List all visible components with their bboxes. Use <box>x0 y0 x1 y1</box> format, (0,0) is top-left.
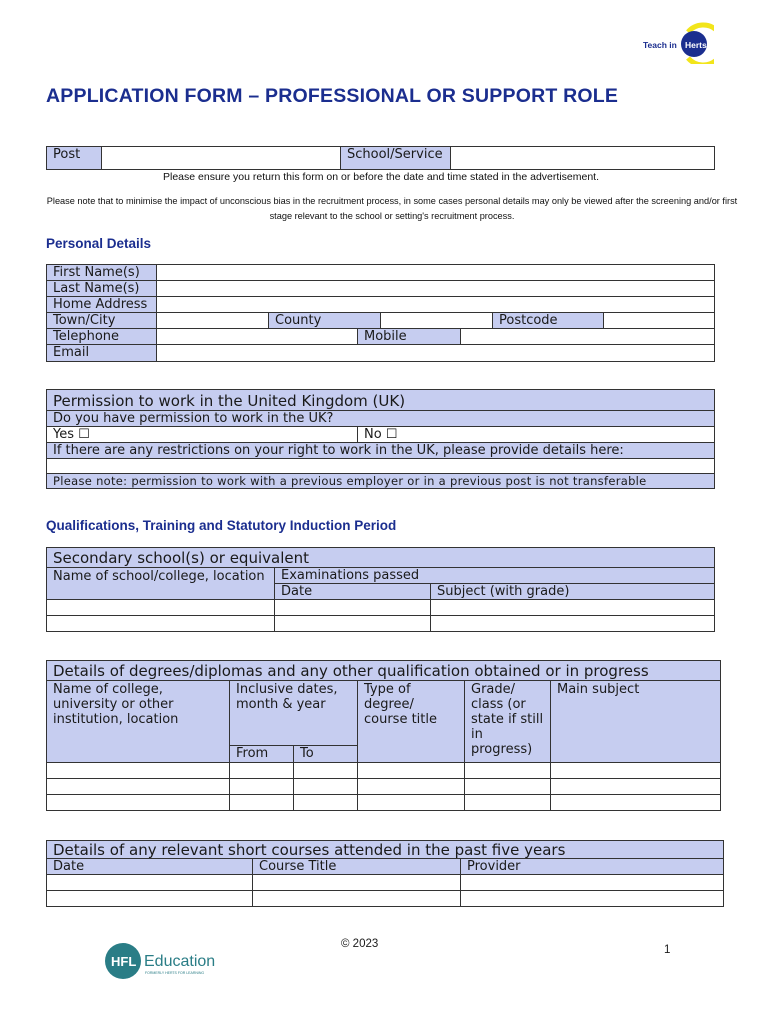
degrees-row-2-to[interactable] <box>293 778 358 795</box>
degrees-grade-col: Grade/ class (or state if still in progress) <box>464 680 551 763</box>
restrictions-input[interactable] <box>46 458 715 474</box>
return-note: Please ensure you return this form on or before the date and time stated in the advertisement. <box>163 171 599 183</box>
degrees-row-3-to[interactable] <box>293 794 358 811</box>
email-label: Email <box>46 344 157 362</box>
degrees-row-2-type[interactable] <box>357 778 465 795</box>
page-title: APPLICATION FORM – PROFESSIONAL OR SUPPORT ROLE <box>46 85 619 107</box>
secondary-name-col: Name of school/college, location <box>46 567 275 600</box>
bias-note: Please note that to minimise the impact of unconscious bias in the recruitment process, in some cases personal details may only be viewed after the screening and/or first stage relevant to the school or setting's recruitment process. <box>46 196 738 221</box>
permission-note: Please note: permission to work with a previous employer or in a previous post is not transferable <box>46 473 715 489</box>
degrees-row-1-name[interactable] <box>46 762 230 779</box>
post-label: Post <box>46 146 102 170</box>
courses-title-header: Course Title <box>252 858 461 875</box>
personal-details-heading: Personal Details <box>46 236 152 251</box>
hfl-education-logo <box>104 942 230 980</box>
degrees-row-3-name[interactable] <box>46 794 230 811</box>
telephone-label: Telephone <box>46 328 157 345</box>
county-label: County <box>268 312 381 329</box>
town-label: Town/City <box>46 312 157 329</box>
telephone-input[interactable] <box>156 328 358 345</box>
courses-row-2-provider[interactable] <box>460 890 724 907</box>
permission-heading: Permission to work in the United Kingdom (UK) <box>46 389 715 411</box>
first-name-label: First Name(s) <box>46 264 157 281</box>
courses-heading: Details of any relevant short courses attended in the past five years <box>46 840 724 859</box>
mobile-label: Mobile <box>357 328 461 345</box>
courses-row-2-date[interactable] <box>46 890 253 907</box>
exams-passed-header: Examinations passed <box>274 567 715 584</box>
logo-word-text: Education <box>144 953 216 970</box>
courses-row-1-title[interactable] <box>252 874 461 891</box>
degrees-row-2-subject[interactable] <box>550 778 721 795</box>
courses-row-1-provider[interactable] <box>460 874 724 891</box>
home-address-label: Home Address <box>46 296 157 313</box>
degrees-dates-col: Inclusive dates, month & year <box>229 680 358 746</box>
degrees-heading: Details of degrees/diplomas and any other qualification obtained or in progress <box>46 660 721 681</box>
secondary-row-1-subject[interactable] <box>430 599 715 616</box>
copyright: © 2023 <box>341 938 379 950</box>
secondary-heading: Secondary school(s) or equivalent <box>46 547 715 568</box>
permission-yes-option[interactable]: Yes ☐ <box>46 426 358 443</box>
secondary-row-2-date[interactable] <box>274 615 431 632</box>
degrees-row-3-subject[interactable] <box>550 794 721 811</box>
svg-text:Teach in: Teach in <box>643 40 677 50</box>
first-name-input[interactable] <box>156 264 715 281</box>
degrees-from-header: From <box>229 745 294 763</box>
restrictions-label: If there are any restrictions on your right to work in the UK, please provide details here: <box>46 442 715 459</box>
degrees-row-2-name[interactable] <box>46 778 230 795</box>
degrees-name-col: Name of college, university or other institution, location <box>46 680 230 763</box>
degrees-row-1-subject[interactable] <box>550 762 721 779</box>
courses-row-1-date[interactable] <box>46 874 253 891</box>
logo-tagline-text: FORMERLY HERTS FOR LEARNING <box>145 971 205 975</box>
secondary-subject-header: Subject (with grade) <box>430 583 715 600</box>
degrees-row-3-grade[interactable] <box>464 794 551 811</box>
permission-question: Do you have permission to work in the UK? <box>46 410 715 427</box>
degrees-to-header: To <box>293 745 358 763</box>
degrees-row-1-to[interactable] <box>293 762 358 779</box>
home-address-input[interactable] <box>156 296 715 313</box>
post-input[interactable] <box>101 146 341 170</box>
postcode-label: Postcode <box>492 312 604 329</box>
degrees-row-3-type[interactable] <box>357 794 465 811</box>
logo-main-text: HFL <box>111 954 137 969</box>
secondary-date-header: Date <box>274 583 431 600</box>
permission-no-option[interactable]: No ☐ <box>357 426 715 443</box>
school-service-label: School/Service <box>340 146 451 170</box>
degrees-row-3-from[interactable] <box>229 794 294 811</box>
qualifications-heading: Qualifications, Training and Statutory Induction Period <box>46 518 397 533</box>
town-input[interactable] <box>156 312 269 329</box>
courses-provider-header: Provider <box>460 858 724 875</box>
last-name-label: Last Name(s) <box>46 280 157 297</box>
degrees-row-1-type[interactable] <box>357 762 465 779</box>
courses-date-header: Date <box>46 858 253 875</box>
secondary-row-1-name[interactable] <box>46 599 275 616</box>
school-service-input[interactable] <box>450 146 715 170</box>
degrees-row-2-grade[interactable] <box>464 778 551 795</box>
teach-in-herts-logo <box>630 22 714 64</box>
degrees-row-2-from[interactable] <box>229 778 294 795</box>
mobile-input[interactable] <box>460 328 715 345</box>
secondary-row-1-date[interactable] <box>274 599 431 616</box>
postcode-input[interactable] <box>603 312 715 329</box>
secondary-row-2-subject[interactable] <box>430 615 715 632</box>
svg-text:Herts: Herts <box>685 40 707 50</box>
courses-row-2-title[interactable] <box>252 890 461 907</box>
degrees-subject-col: Main subject <box>550 680 721 763</box>
degrees-row-1-grade[interactable] <box>464 762 551 779</box>
secondary-row-2-name[interactable] <box>46 615 275 632</box>
page-number: 1 <box>664 944 671 956</box>
last-name-input[interactable] <box>156 280 715 297</box>
degrees-row-1-from[interactable] <box>229 762 294 779</box>
email-input[interactable] <box>156 344 715 362</box>
degrees-type-col: Type of degree/ course title <box>357 680 465 763</box>
county-input[interactable] <box>380 312 493 329</box>
